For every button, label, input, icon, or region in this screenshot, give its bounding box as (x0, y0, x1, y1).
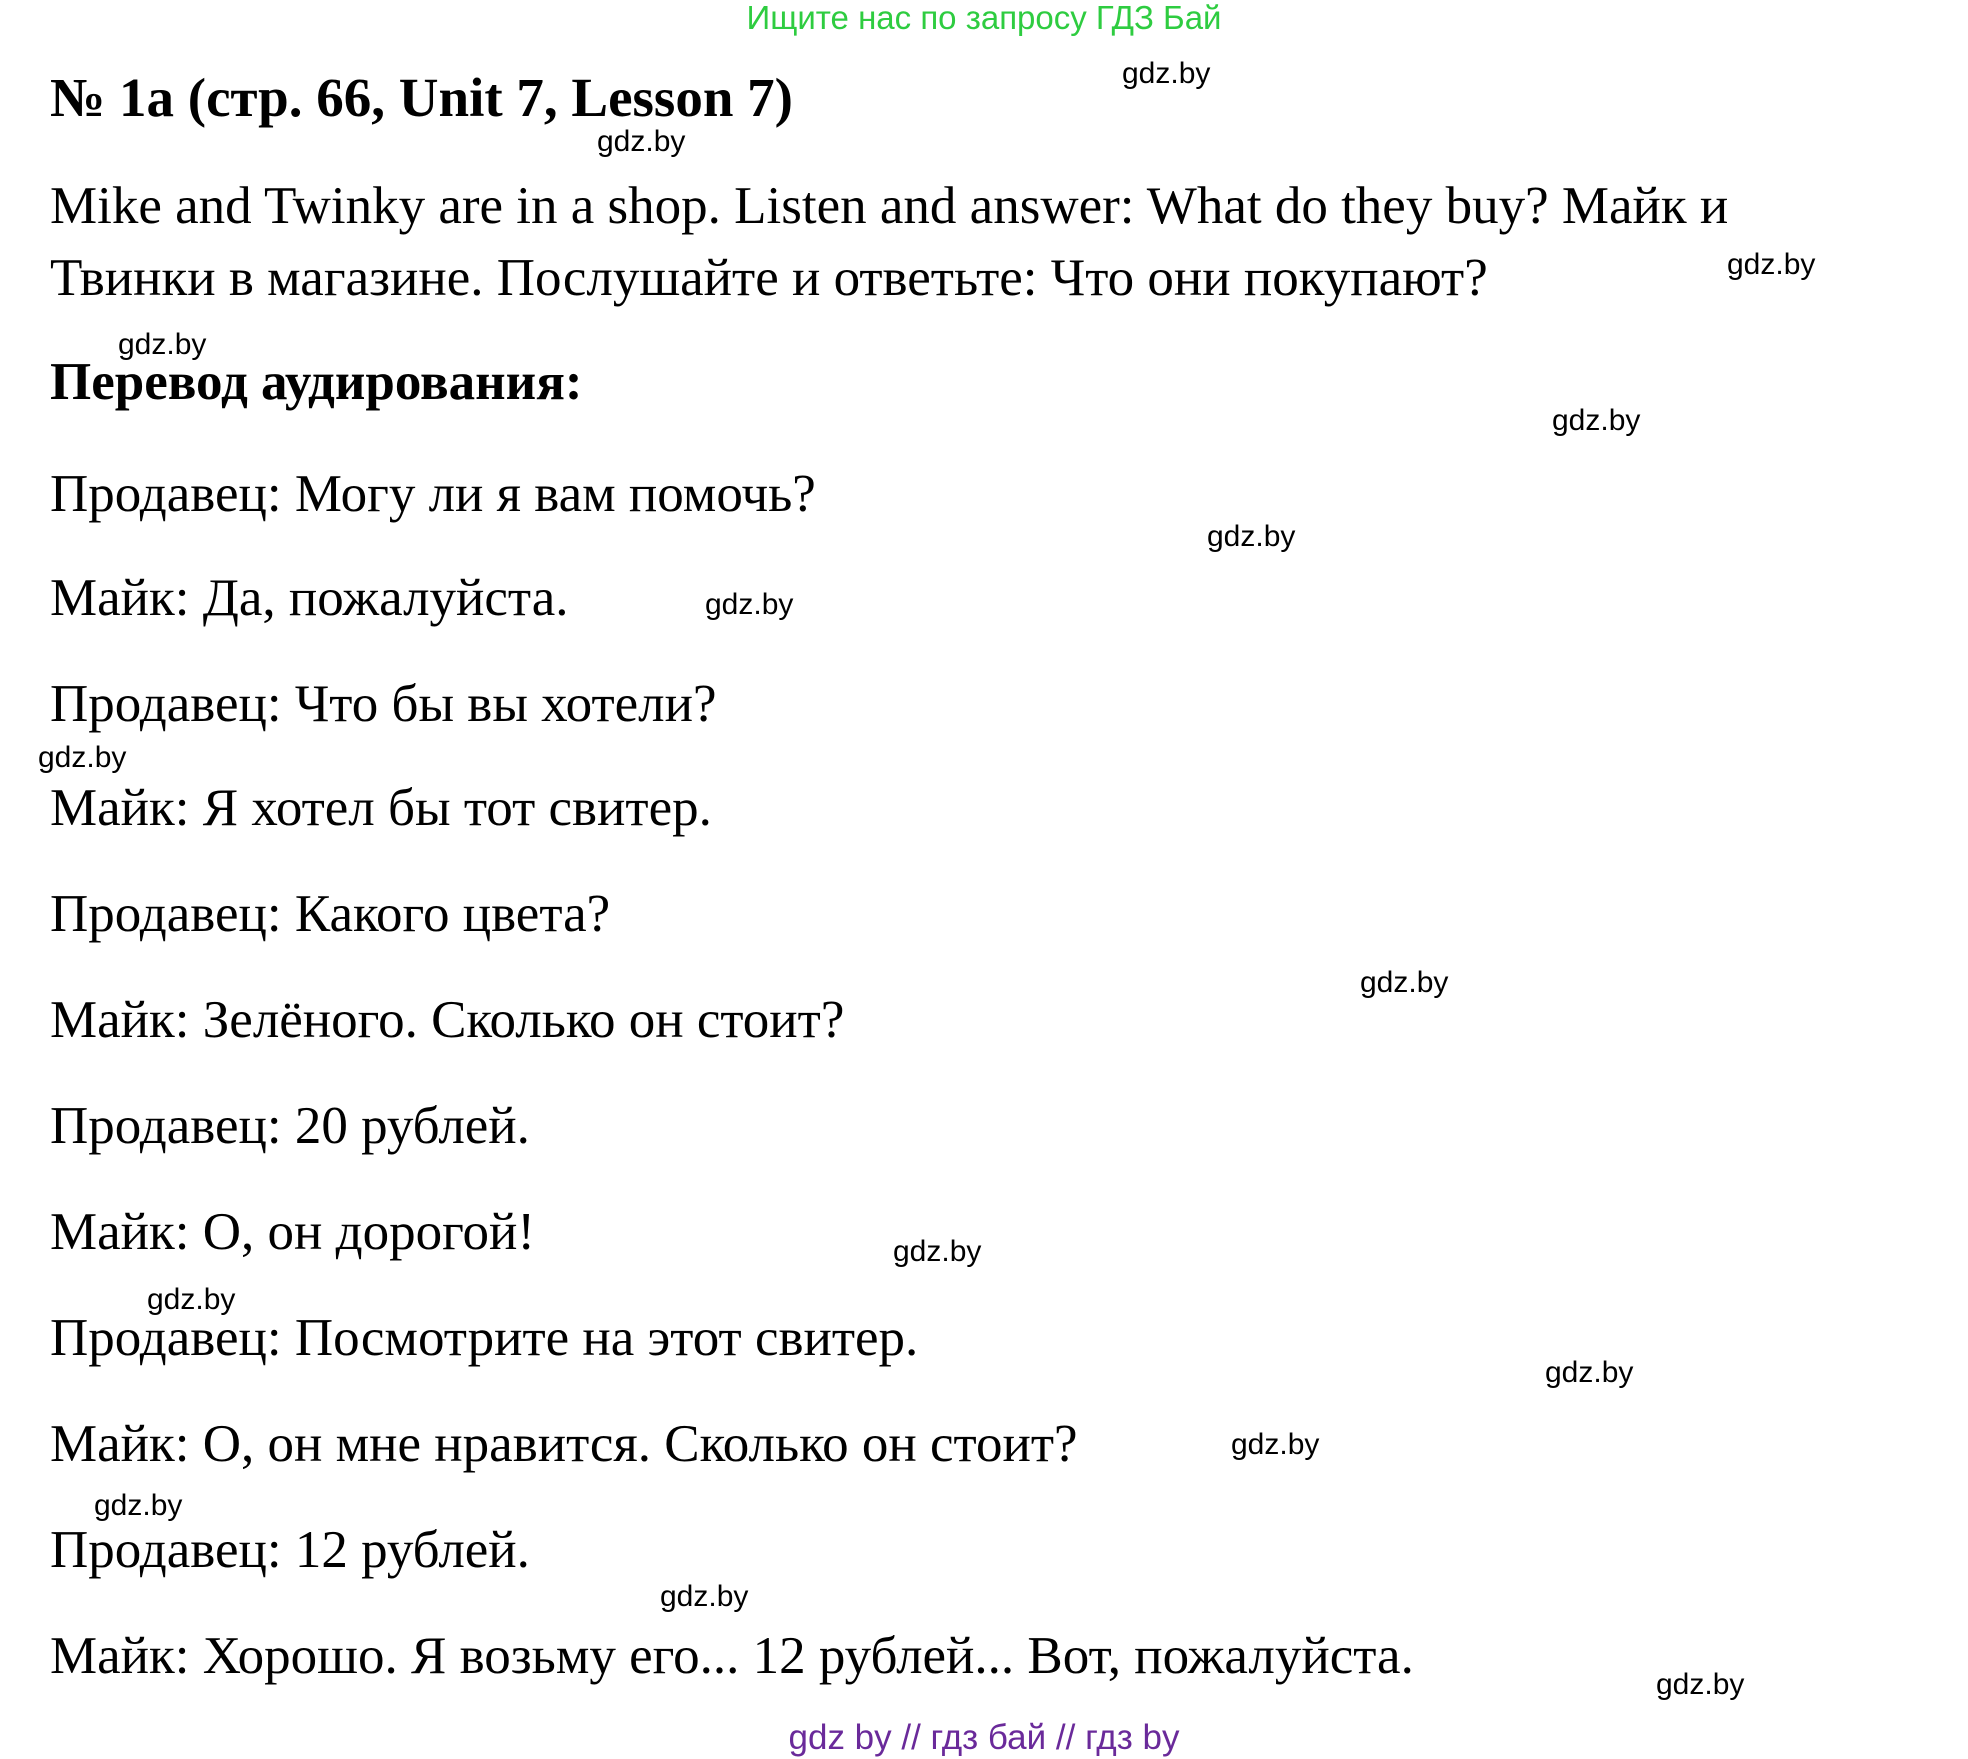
watermark: gdz.by (660, 1580, 749, 1613)
dialogue-line: Продавец: 20 рублей. (50, 1097, 530, 1155)
dialogue-line: Продавец: 12 рублей. (50, 1521, 530, 1579)
watermark: gdz.by (1360, 966, 1449, 999)
top-banner: Ищите нас по запросу ГДЗ Бай (746, 0, 1222, 36)
watermark: gdz.by (597, 125, 686, 158)
watermark: gdz.by (1727, 248, 1816, 281)
dialogue-line: Продавец: Посмотрите на этот свитер. (50, 1309, 919, 1367)
watermark: gdz.by (1656, 1668, 1745, 1701)
section-heading: Перевод аудирования: (50, 353, 583, 411)
exercise-task: Mike and Twinky are in a shop. Listen and answer: What do they buy? Майк и Твинки в магазине. Послушайте и ответьте: Что они покупают? (50, 177, 1729, 307)
dialogue-line: Майк: Хорошо. Я возьму его... 12 рублей... Вот, пожалуйста. (50, 1627, 1414, 1685)
dialogue-line: Продавец: Что бы вы хотели? (50, 675, 717, 733)
watermark: gdz.by (118, 328, 207, 361)
watermark: gdz.by (705, 588, 794, 621)
footer-links: gdz by // гдз бай // гдз by (788, 1718, 1180, 1757)
watermark: gdz.by (1545, 1356, 1634, 1389)
dialogue-line: Продавец: Могу ли я вам помочь? (50, 465, 816, 523)
dialogue-line: Майк: Да, пожалуйста. (50, 569, 569, 627)
dialogue-line: Майк: Я хотел бы тот свитер. (50, 779, 712, 837)
watermark: gdz.by (147, 1283, 236, 1316)
watermark: gdz.by (94, 1489, 183, 1522)
dialogue-line: Майк: О, он мне нравится. Сколько он стоит? (50, 1415, 1078, 1473)
watermark: gdz.by (1231, 1428, 1320, 1461)
dialogue-line: Майк: О, он дорогой! (50, 1203, 536, 1261)
watermark: gdz.by (893, 1235, 982, 1268)
dialogue-line: Майк: Зелёного. Сколько он стоит? (50, 991, 845, 1049)
exercise-title: № 1а (стр. 66, Unit 7, Lesson 7) (50, 67, 793, 128)
watermark: gdz.by (38, 741, 127, 774)
watermark: gdz.by (1207, 520, 1296, 553)
dialogue-line: Продавец: Какого цвета? (50, 885, 611, 943)
watermark: gdz.by (1122, 57, 1211, 90)
watermark: gdz.by (1552, 404, 1641, 437)
